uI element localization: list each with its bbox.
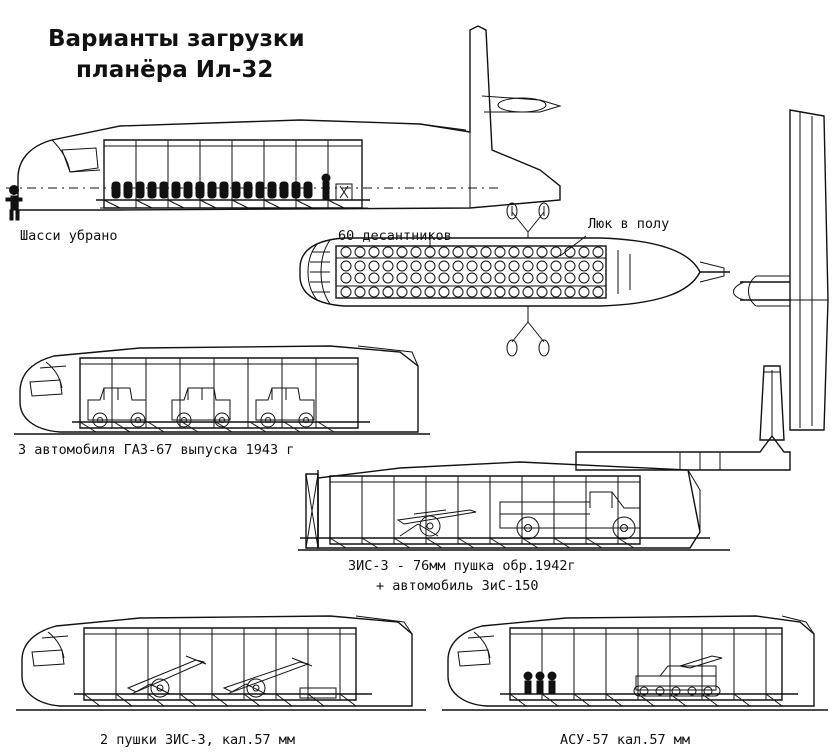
caption-gaz67: 3 автомобиля ГАЗ-67 выпуска 1943 г	[18, 442, 295, 458]
caption-floor-hatch: Люк в полу	[588, 216, 670, 232]
diagram-title	[48, 24, 305, 86]
title-line-2: планёра Ил-32	[76, 57, 274, 84]
title-line-1: Варианты загрузки	[48, 26, 305, 52]
caption-zis150-truck: + автомобиль ЗиС-150	[376, 578, 539, 594]
caption-paratroopers: 60 десантников	[338, 228, 452, 244]
view-two-guns	[16, 616, 426, 710]
view-wing-plan-right	[576, 110, 828, 470]
view-asu57	[442, 616, 828, 710]
caption-chassis-retracted: Шасси убрано	[20, 228, 118, 244]
view-zis3-truck	[298, 462, 730, 550]
caption-zis3-gun: ЗИС-3 - 76мм пушка обр.1942г	[348, 558, 576, 574]
caption-asu57: АСУ-57 кал.57 мм	[560, 732, 691, 748]
caption-two-guns: 2 пушки ЗИС-3, кал.57 мм	[100, 732, 296, 748]
scale-figure	[6, 186, 22, 221]
view-gaz67	[14, 346, 430, 434]
